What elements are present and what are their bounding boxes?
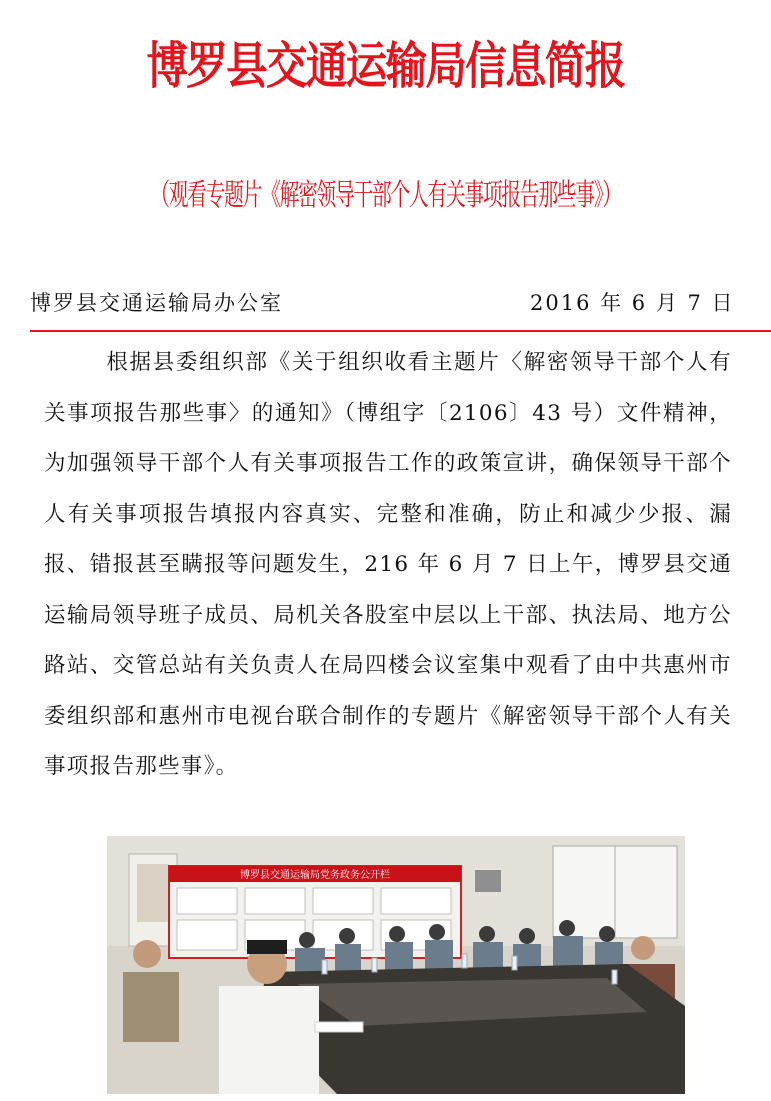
meeting-photo bbox=[107, 836, 685, 1094]
issue-date: 2016 年 6 月 7 日 bbox=[530, 291, 735, 315]
issuer-office: 博罗县交通运输局办公室 bbox=[30, 291, 283, 315]
body-paragraph: 根据县委组织部《关于组织收看主题片〈解密领导干部个人有关事项报告那些事〉的通知》（博组字〔2106〕43 号）文件精神，为加强领导干部个人有关事项报告工作的政策宣讲，确保领导干部个人有关事项报告填报内容真实、完整和准确，防止和减少少报、漏报、错报甚至瞒报等问题发生，216 年 6 月 7 日上午，博罗县交通运输局领导班子成员、局机关各股室中层以上干部、执法局、地方公路站、交管总站有关负责人在局四楼会议室集中观看了由中共惠州市委组织部和惠州市电视台联合制作的专题片《解密领导干部个人有关事项报告那些事》。 bbox=[44, 350, 732, 779]
notice-board-banner: 博罗县交通运输局党务政务公开栏 bbox=[240, 870, 390, 881]
report-title: 博罗县交通运输局信息简报 bbox=[146, 37, 625, 95]
header-divider bbox=[30, 330, 771, 332]
report-subtitle: （观看专题片《解密领导干部个人有关事项报告那些事》） bbox=[150, 178, 621, 213]
